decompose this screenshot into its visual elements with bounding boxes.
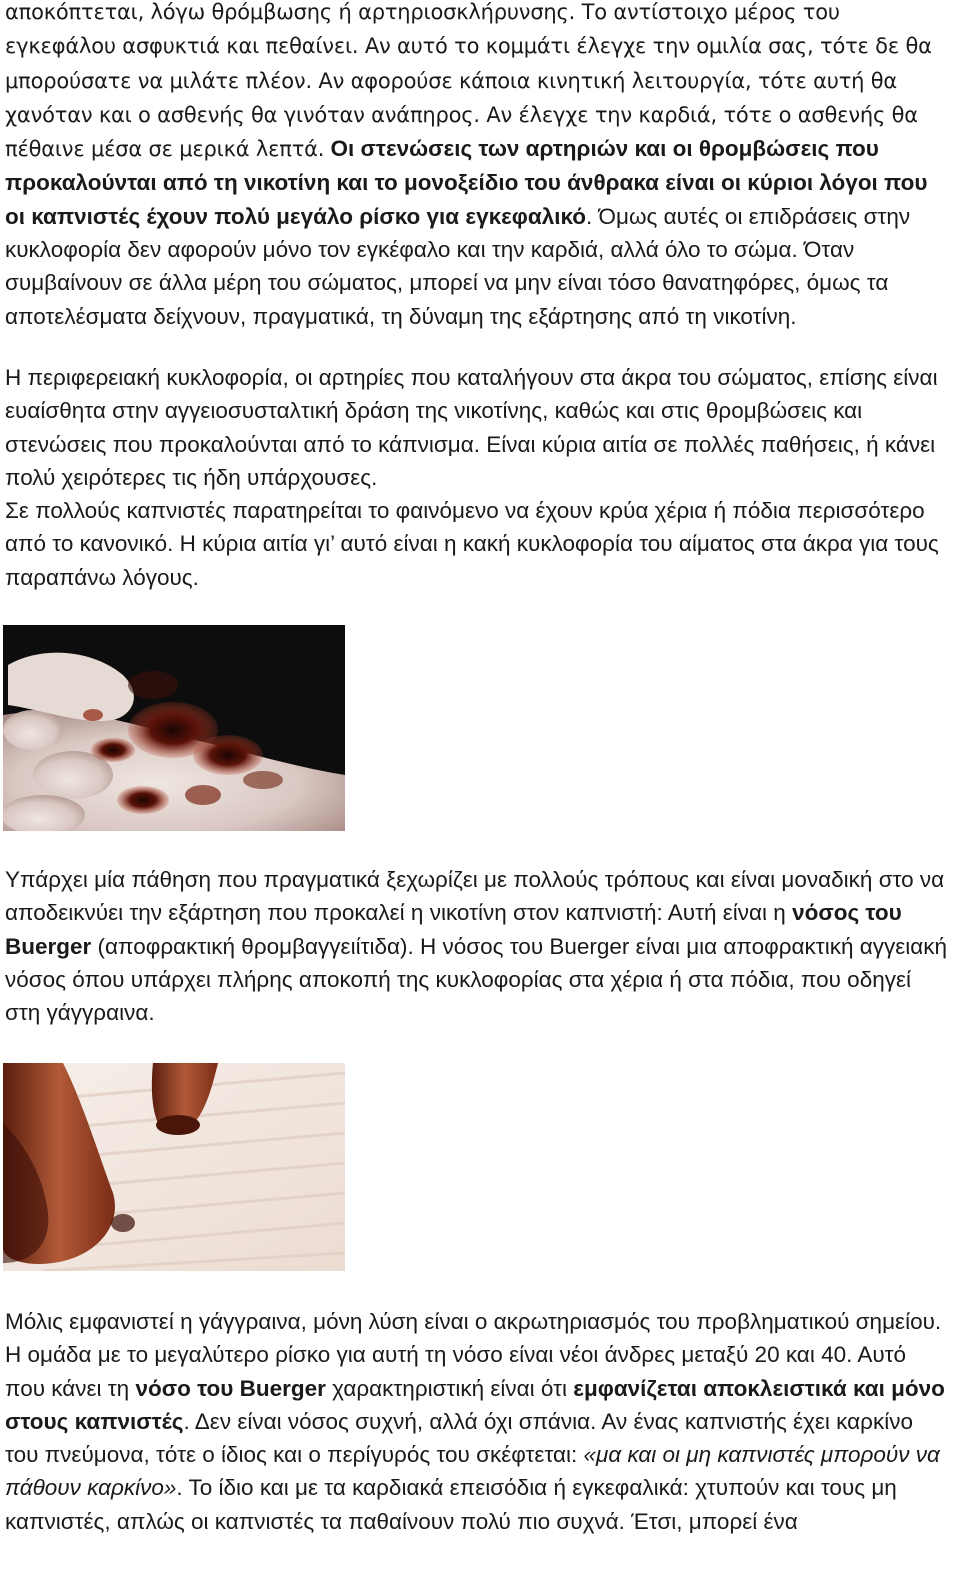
paragraph-cold-hands: Σε πολλούς καπνιστές παρατηρείται το φαινόμενο να έχουν κρύα χέρια ή πόδια περισσότερο από το κανονικό. Η κύρια αιτία γι’ αυτό είναι η κακή κυκλοφορία του αίματος στα άκρα για τους παραπάνω λόγους.: [5, 498, 939, 590]
paragraph-buerger-intro-b: (αποφρακτική θρομβαγγειίτιδα). Η νόσος του Buerger είναι μια αποφρακτική αγγειακή νόσος όπου υπάρχει πλήρης αποκοπή της κυκλοφορίας στα χέρια ή στα πόδια, που οδηγεί στη γάγγραινα.: [5, 933, 948, 1026]
buerger-disease-term: νόσος του Buerger: [5, 900, 902, 959]
paragraph-buerger-intro: [5, 863, 950, 1029]
paragraph-stroke-bold: Οι στενώσεις των αρτηριών και οι θρομβώσεις που προκαλούνται από τη νικοτίνη και το μονοξείδιο του άνθρακα είναι οι κύριοι λόγοι που οι καπνιστές έχουν πολύ μεγάλο ρίσκο για εγκεφαλικό: [5, 136, 928, 229]
gangrene-foot-photo: [3, 625, 345, 831]
paragraph-stroke: [5, 0, 950, 333]
gangrene-foot-illustration: [3, 625, 345, 831]
paragraph-gangrene: [5, 1305, 950, 1538]
paragraph-buerger-intro-a: Υπάρχει μία πάθηση που πραγματικά ξεχωρίζει με πολλούς τρόπους και είναι μοναδική στο να αποδεικνύει την εξάρτηση που προκαλεί η νικοτίνη στον καπνιστή: Αυτή είναι η: [5, 867, 945, 926]
paragraph-peripheral-circulation: Η περιφερειακή κυκλοφορία, οι αρτηρίες που καταλήγουν στα άκρα του σώματος, επίσης είναι ευαίσθητα στην αγγειοσυσταλτική δράση της νικοτίνης, καθώς και στις θρομβώσεις και στενώσεις που προκαλούνται από το κάπνισμα. Είναι κύρια αιτία σε πολλές παθήσεις, ή κάνει πολύ χειρότερες τις ήδη υπάρχουσες.: [5, 365, 938, 490]
paragraph-gangrene-d: . Το ίδιο και με τα καρδιακά επεισόδια ή εγκεφαλικά: χτυπούν και τους μη καπνιστές, απλώς οι καπνιστές τα παθαίνουν πολύ πιο συχνά. Έτσι, μπορεί ένα: [5, 1475, 897, 1534]
paragraph-stroke-rest: . Όμως αυτές οι επιδράσεις στην κυκλοφορία δεν αφορούν μόνο τον εγκέφαλο και την καρδιά, αλλά όλο το σώμα. Όταν συμβαίνουν σε άλλα μέρη του σώματος, μπορεί να μην είναι τόσο θανατηφόρες, όμως τα αποτελέσματα δείχνουν, πραγματικά, τη δύναμη της εξάρτησης από τη νικοτίνη.: [5, 203, 911, 329]
smokers-only-emphasis: εμφανίζεται αποκλειστικά και μόνο στους καπνιστές: [5, 1375, 945, 1434]
paragraph-gangrene-c: . Δεν είναι νόσος συχνή, αλλά όχι σπάνια. Αν ένας καπνιστής έχει καρκίνο του πνεύμονα, τότε ο ίδιος και ο περίγυρός του σκέφτεται:: [5, 1408, 913, 1468]
paragraph-gangrene-a: Μόλις εμφανιστεί η γάγγραινα, μόνη λύση είναι ο ακρωτηριασμός του προβληματικού σημείου. Η ομάδα με το μεγαλύτερο ρίσκο για αυτή τη νόσο είναι νέοι άνδρες μεταξύ 20 και 40. Αυτό που κάνει τη: [5, 1309, 942, 1401]
paragraph-stroke-intro: αποκόπτεται, λόγω θρόμβωσης ή αρτηριοσκλήρυνσης. Το αντίστοιχο μέρος του εγκεφάλου ασφυκτιά και πεθαίνει. Αν αυτό το κομμάτι έλεγχε την ομιλία σας, τότε δε θα μπορούσατε να μιλάτε πλέον. Αν αφορούσε κάποια κινητική λειτουργία, τότε αυτή θα χανόταν και ο ασθενής θα γινόταν ανάπηρος. Αν έλεγχε την καρδιά, τότε ο ασθενής θα πέθαινε μέσα σε μερικά λεπτά.: [5, 0, 932, 162]
buerger-foot-photo: [3, 1063, 345, 1271]
paragraph-gangrene-b: χαρακτηριστική είναι ότι: [325, 1375, 574, 1401]
buerger-disease-term-2: νόσο του Buerger: [135, 1375, 326, 1401]
cancer-quote: «μα και οι μη καπνιστές μπορούν να πάθουν καρκίνο»: [5, 1442, 940, 1501]
buerger-foot-illustration: [3, 1063, 345, 1271]
